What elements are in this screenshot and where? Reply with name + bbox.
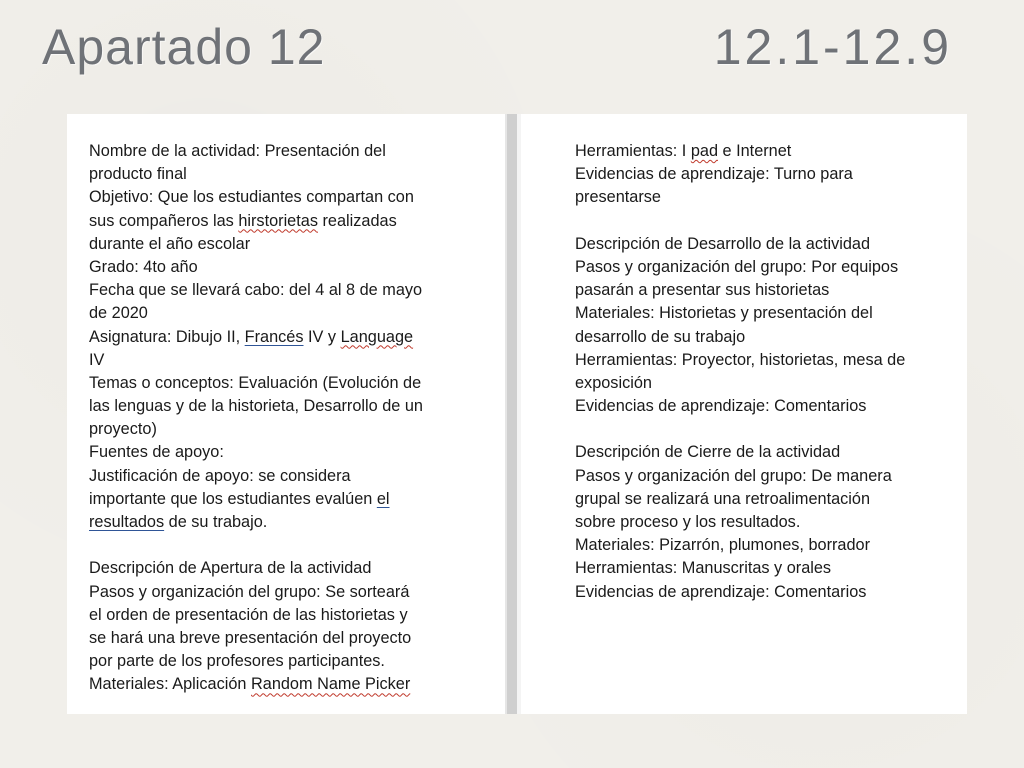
opening-steps-line: Pasos y organización del grupo: Se sorteará [89,582,410,601]
development-heading: Descripción de Desarrollo de la actividad [575,234,871,253]
development-materials-line: Materiales: Historietas y presentación del [575,304,873,323]
text-run: de su trabajo. [164,513,268,531]
paragraph-spacer [89,534,501,557]
grammar-flagged-word: el [376,489,390,508]
text-run: Materiales: Aplicación [89,675,251,694]
opening-steps-line-cont: el orden de presentación de las historietas y [89,605,408,624]
development-steps-line: Pasos y organización del grupo: Por equipos [575,257,899,276]
misspelled-word: Language [340,327,414,346]
closing-materials-line: Materiales: Pizarrón, plumones, borrador [575,536,871,555]
paragraph-spacer [575,418,967,441]
development-materials-line-cont: desarrollo de su trabajo [575,327,746,346]
grammar-flagged-word: Francés [244,327,304,346]
grade-line: Grado: 4to año [89,257,198,276]
development-tools-line-cont: exposición [575,373,652,392]
paragraph-spacer [575,210,967,233]
document-page-right [575,140,967,604]
development-steps-line-cont: pasarán a presentar sus historietas [575,281,830,300]
closing-steps-line-cont: sobre proceso y los resultados. [575,513,801,531]
text-run: sus compañeros las [89,211,239,230]
text-run: realizadas [317,211,397,230]
text-run: Asignatura: Dibujo II, [89,327,245,346]
subject-line-cont: IV [89,350,105,369]
text-run: importante que los estudiantes evalúen [89,489,377,508]
closing-steps-line-cont: grupal se realizará una retroalimentación [575,489,871,508]
opening-steps-line-cont: se hará una breve presentación del proyecto [89,628,412,647]
text-run: Herramientas: I [575,142,691,160]
page-divider [505,114,521,714]
subject-line [89,326,501,349]
grammar-flagged-word: resultados [89,513,165,531]
slide-title: Apartado 12 [42,19,326,75]
opening-evidence-line-cont: presentarse [575,188,661,207]
topics-line: Temas o conceptos: Evaluación (Evolución de [89,373,422,392]
text-run: IV y [303,327,341,346]
misspelled-word: hirstorietas [238,211,318,230]
opening-materials-line [89,673,501,696]
document-screenshot [67,114,967,714]
closing-tools-line: Herramientas: Manuscritas y orales [575,559,832,578]
slide-section-range: 12.1-12.9 [713,19,952,75]
date-line-cont: de 2020 [89,304,148,323]
development-evidence-line: Evidencias de aprendizaje: Comentarios [575,397,867,416]
opening-heading: Descripción de Apertura de la actividad [89,559,372,578]
topics-line-cont: proyecto) [89,420,157,439]
activity-name-line-cont: producto final [89,165,187,184]
text-run: e Internet [718,142,792,160]
objective-line: Objetivo: Que los estudiantes compartan con [89,188,414,207]
development-tools-line: Herramientas: Proyector, historietas, mesa de [575,350,906,369]
date-line: Fecha que se llevará cabo: del 4 al 8 de mayo [89,281,423,300]
justification-line-cont [89,511,501,534]
topics-line-cont: las lenguas y de la historieta, Desarrollo de un [89,397,423,416]
closing-evidence-line: Evidencias de aprendizaje: Comentarios [575,582,867,601]
objective-line-cont: durante el año escolar [89,234,251,253]
closing-heading: Descripción de Cierre de la actividad [575,443,841,462]
closing-steps-line: Pasos y organización del grupo: De manera [575,466,892,485]
misspelled-word: pad [690,142,718,160]
sources-line: Fuentes de apoyo: [89,443,224,462]
opening-evidence-line: Evidencias de aprendizaje: Turno para [575,165,853,184]
opening-tools-line [575,140,967,163]
justification-line: Justificación de apoyo: se considera [89,466,351,485]
misspelled-word: Random Name Picker [251,675,411,694]
opening-steps-line-cont: por parte de los profesores participantes. [89,652,385,671]
objective-line-cont [89,210,501,233]
justification-line-cont [89,488,501,511]
activity-name-line: Nombre de la actividad: Presentación del [89,142,386,160]
document-page-left [89,140,501,697]
